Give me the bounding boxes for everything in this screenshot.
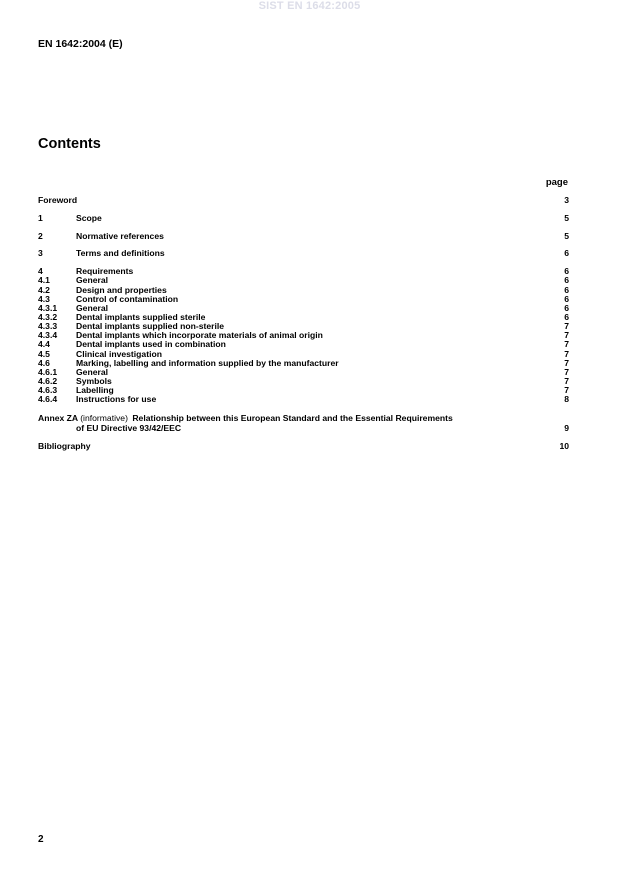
- toc-entry-number: 4.6.4: [38, 394, 58, 405]
- toc-entry-title: Symbols: [76, 376, 112, 386]
- annex-page: 9: [564, 423, 569, 434]
- contents-heading: Contents: [38, 136, 101, 152]
- toc-entry-title: Foreword: [38, 195, 78, 205]
- toc-entry-title: Dental implants used in combination: [76, 339, 226, 350]
- toc-entry-title: General: [76, 302, 109, 313]
- toc-entry-title: General: [76, 275, 109, 286]
- toc-entry-number: 4.1: [38, 275, 50, 286]
- toc-entry-title: Dental implants supplied non-sterile: [76, 321, 225, 332]
- annex-title-line1: Relationship between this European Standard and the Essential Requirements: [132, 413, 453, 424]
- bibliography-page: 10: [559, 440, 569, 451]
- toc-entry-page: 3: [564, 195, 569, 205]
- annex-title-line2: of EU Directive 93/42/EEC: [76, 423, 182, 434]
- toc-entry-number: 1: [38, 212, 43, 223]
- toc-entry-title: Scope: [76, 212, 102, 223]
- toc-entry-page: 8: [564, 394, 569, 405]
- table-of-contents: [38, 196, 569, 451]
- toc-entry-number: 4.5: [38, 348, 50, 359]
- toc-entry-title: Instructions for use: [76, 394, 157, 405]
- toc-entry-number: 4.6.3: [38, 385, 58, 396]
- toc-entry[interactable]: [38, 214, 569, 223]
- toc-entry[interactable]: [38, 368, 569, 377]
- document-id: EN 1642:2004 (E): [38, 38, 123, 50]
- annex-label: Annex ZA: [38, 413, 78, 424]
- page-number: 2: [38, 834, 44, 845]
- toc-entry-page: 7: [564, 385, 569, 396]
- toc-entry-page: 7: [564, 357, 569, 368]
- toc-entry-number: 4.2: [38, 284, 50, 295]
- annex-qualifier: (informative): [80, 413, 128, 424]
- toc-entry-title: Clinical investigation: [76, 348, 162, 359]
- toc-entry-number: 4.3.2: [38, 312, 58, 323]
- toc-entry-page: 7: [564, 321, 569, 332]
- toc-entry-page: 6: [564, 266, 569, 277]
- toc-entry[interactable]: [38, 395, 569, 404]
- toc-entry[interactable]: [38, 295, 569, 304]
- toc-entry-title: General: [76, 366, 109, 377]
- toc-entry-number: 4.3.3: [38, 321, 58, 332]
- toc-entry-number: 4.3: [38, 293, 50, 304]
- toc-entry-title: Control of contamination: [76, 293, 179, 304]
- toc-entry-number: 4.6: [38, 357, 50, 368]
- toc-entry-page: 6: [564, 284, 569, 295]
- toc-entry-number: 4.6.2: [38, 376, 58, 386]
- toc-entry[interactable]: [38, 196, 569, 205]
- toc-entry-page: 6: [564, 302, 569, 313]
- toc-entry-number: 3: [38, 248, 43, 259]
- toc-entry-title: Dental implants supplied sterile: [76, 312, 206, 323]
- toc-entry-page: 5: [564, 230, 569, 241]
- toc-entry-bibliography[interactable]: [38, 442, 569, 451]
- toc-entry-title: Normative references: [76, 230, 164, 241]
- toc-entry-title: Dental implants which incorporate materials of animal origin: [76, 330, 323, 341]
- toc-entry-title: Marking, labelling and information supplied by the manufacturer: [76, 357, 339, 368]
- toc-entry-page: 7: [564, 376, 569, 386]
- toc-entry-title: Design and properties: [76, 284, 167, 295]
- toc-entry[interactable]: [38, 232, 569, 241]
- toc-entry-number: 4.4: [38, 339, 50, 350]
- toc-entry-page: 6: [564, 312, 569, 323]
- toc-entry-page: 7: [564, 330, 569, 341]
- toc-entry-annex-za[interactable]: [38, 413, 569, 433]
- toc-entry-number: 4: [38, 266, 43, 277]
- toc-entry-title: Terms and definitions: [76, 248, 165, 259]
- toc-entry-number: 4.6.1: [38, 366, 58, 377]
- toc-entry-page: 6: [564, 275, 569, 286]
- toc-entry[interactable]: [38, 377, 569, 386]
- page-column-header: page: [545, 177, 568, 188]
- toc-entry-page: 6: [564, 293, 569, 304]
- toc-entry-title: Requirements: [76, 266, 134, 277]
- toc-entry[interactable]: [38, 249, 569, 258]
- toc-entry-page: 5: [564, 212, 569, 223]
- toc-entry-page: 6: [564, 248, 569, 259]
- bibliography-title: Bibliography: [38, 440, 91, 451]
- toc-entry[interactable]: [38, 267, 569, 276]
- toc-entry-number: 2: [38, 230, 43, 241]
- toc-entry-title: Labelling: [76, 385, 114, 396]
- toc-entry-page: 7: [564, 366, 569, 377]
- toc-entry[interactable]: [38, 359, 569, 368]
- toc-entry-number: 4.3.4: [38, 330, 58, 341]
- toc-entry-page: 7: [564, 348, 569, 359]
- toc-entry-page: 7: [564, 339, 569, 350]
- watermark: SIST EN 1642:2005: [258, 0, 361, 12]
- toc-entry-number: 4.3.1: [38, 302, 58, 313]
- toc-entries: [38, 196, 569, 404]
